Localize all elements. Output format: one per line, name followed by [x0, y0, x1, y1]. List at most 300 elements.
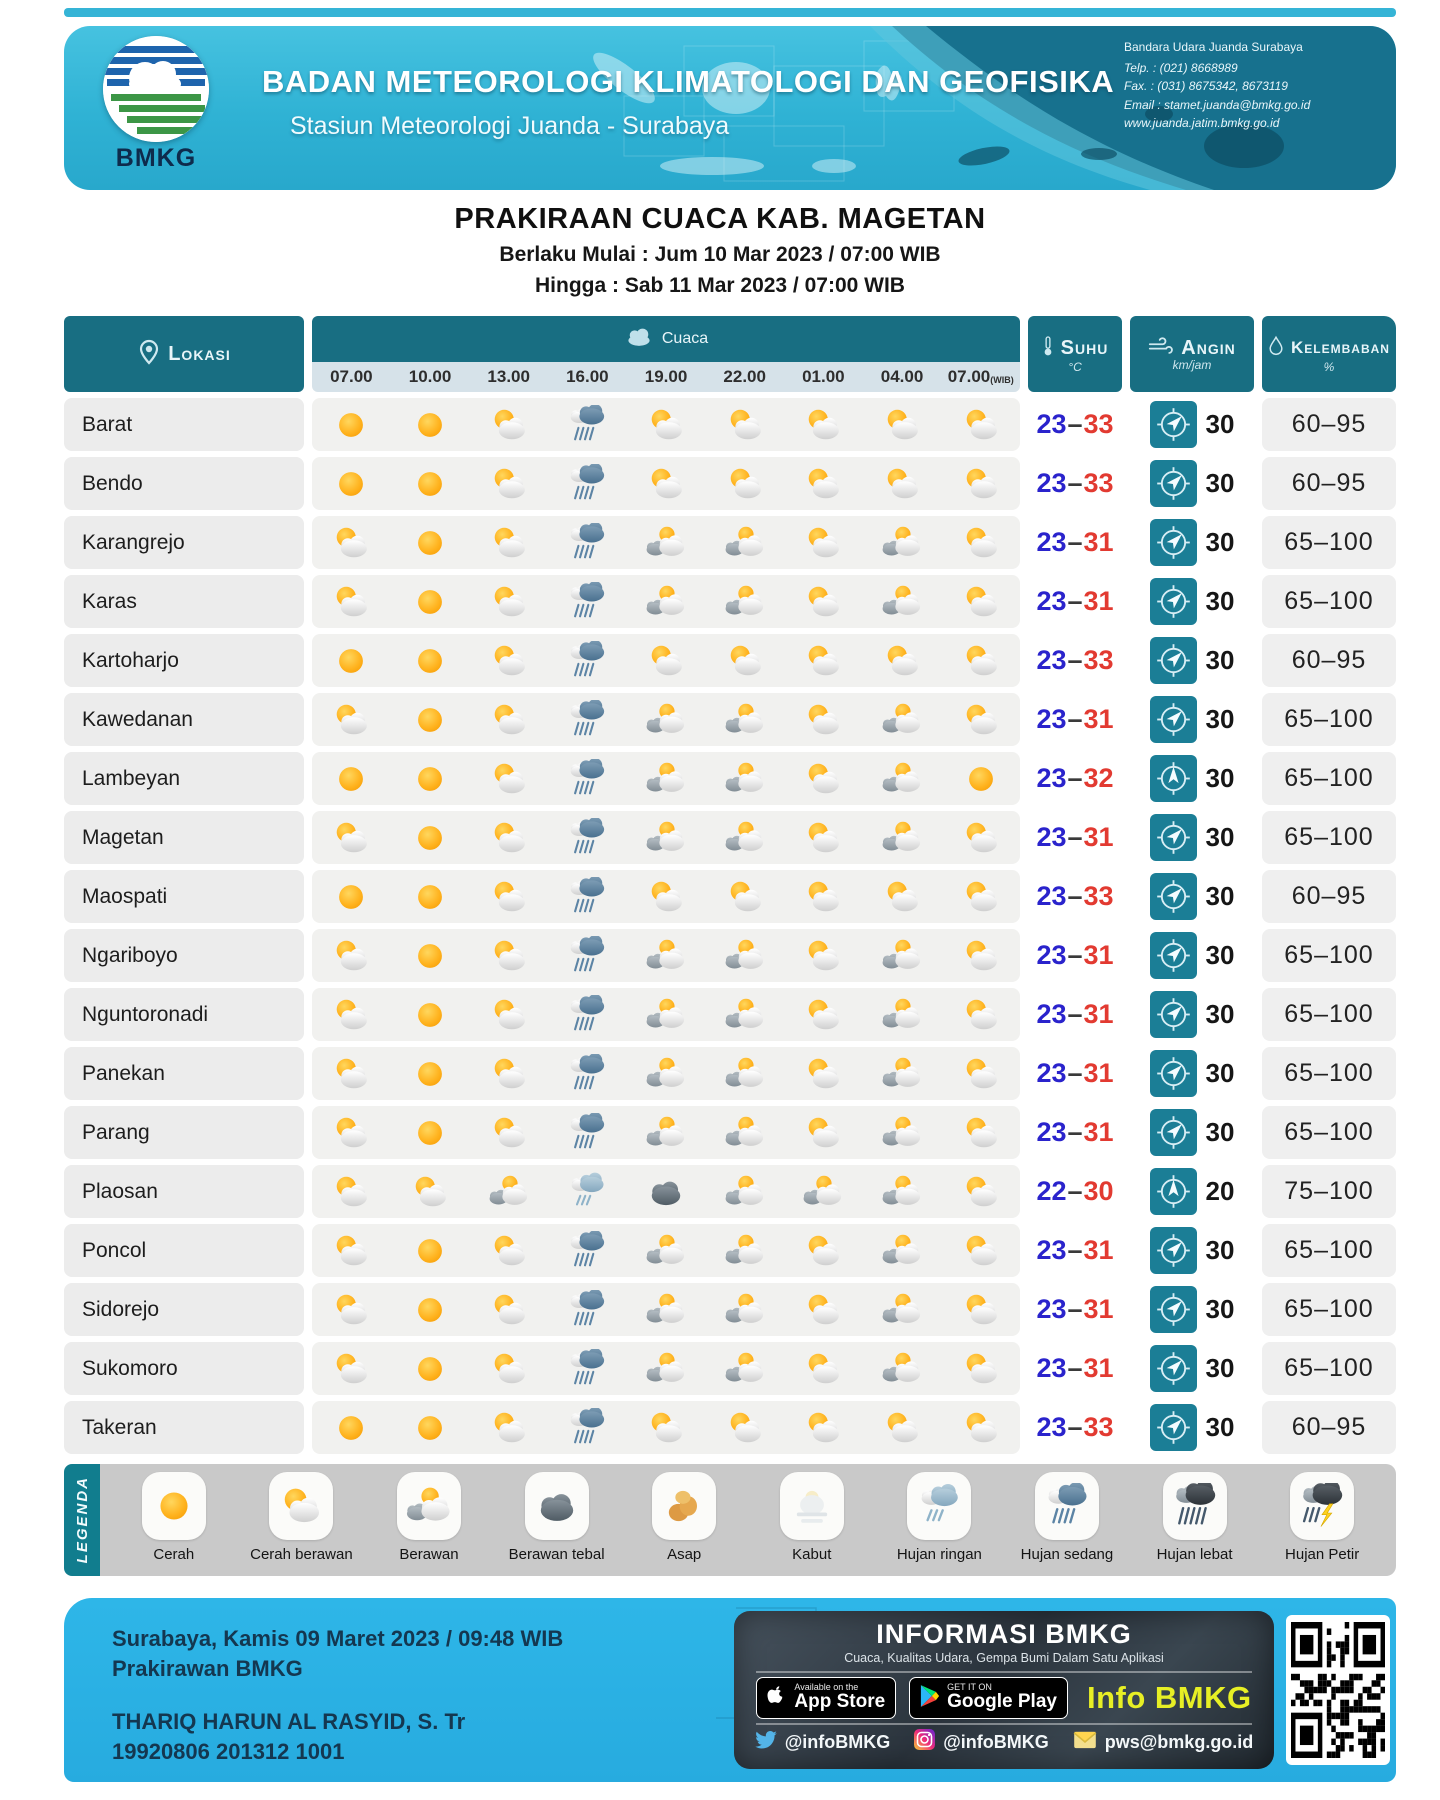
valid-from-line: Berlaku Mulai : Jum 10 Mar 2023 / 07:00 WIB	[499, 243, 941, 266]
location-name: Kawedanan	[64, 693, 304, 746]
weather-icon-cerah-berawan	[705, 870, 784, 923]
bmkg-logo-icon	[103, 36, 209, 142]
forecast-row	[64, 1342, 1396, 1395]
weather-icon-cerah-berawan	[941, 1401, 1020, 1454]
wind-speed: 30	[1205, 409, 1235, 439]
time-header: 07.00 (WIB)	[947, 367, 1014, 386]
legend-weather-icon-hujan-lebat	[1163, 1472, 1227, 1540]
wind-direction-compass-icon	[1150, 696, 1197, 743]
weather-icon-cerah-berawan	[312, 575, 391, 628]
legend-weather-icon-hujan-sedang	[1035, 1472, 1099, 1540]
column-header-cuaca: Cuaca 07.00 10.00 13.00 16.00 19.00 22.00 01.00 04.00 07.00 (WIB)	[312, 316, 1020, 392]
location-name: Nguntoronadi	[64, 988, 304, 1041]
time-header: 01.00	[802, 367, 845, 386]
wind-cell	[1130, 811, 1254, 864]
weather-icon-cerah	[391, 1224, 470, 1277]
legend-weather-icon-hujan-petir	[1290, 1472, 1354, 1540]
wind-speed: 30	[1205, 881, 1235, 911]
temp-min: 23	[1036, 1412, 1067, 1442]
time-header: 10.00	[408, 367, 452, 386]
weather-icon-berawan	[705, 1224, 784, 1277]
weather-icon-cerah-berawan	[705, 634, 784, 687]
weather-icon-cerah-berawan	[469, 634, 548, 687]
weather-icon-cerah-berawan	[784, 1401, 863, 1454]
weather-icon-cerah-berawan	[784, 752, 863, 805]
weather-icon-cerah-berawan	[784, 457, 863, 510]
weather-icon-cerah-berawan	[312, 516, 391, 569]
weather-icon-berawan	[705, 1047, 784, 1100]
location-name: Magetan	[64, 811, 304, 864]
forecaster-name: THARIQ HARUN AL RASYID, S. Tr	[112, 1709, 466, 1735]
forecast-row	[64, 516, 1396, 569]
wind-direction-compass-icon	[1150, 401, 1197, 448]
wind-icon	[1148, 337, 1174, 360]
footer-signature	[112, 1624, 563, 1767]
legend-weather-icon-berawan	[397, 1472, 461, 1540]
wind-speed: 30	[1205, 1294, 1235, 1324]
wind-cell	[1130, 634, 1254, 687]
twitter-handle[interactable]: @infoBMKG	[755, 1731, 891, 1754]
weather-icon-cerah-berawan	[784, 1047, 863, 1100]
weather-icon-cerah-berawan	[469, 693, 548, 746]
bmkg-logo	[98, 36, 214, 173]
weather-icon-cerah-berawan	[469, 870, 548, 923]
weather-icon-berawan	[627, 1283, 706, 1336]
weather-icon-hujan-ringan	[548, 1165, 627, 1218]
weather-icon-berawan	[705, 1165, 784, 1218]
location-name: Parang	[64, 1106, 304, 1159]
weather-icon-berawan	[863, 693, 942, 746]
legend-label: Hujan Petir	[1285, 1546, 1360, 1563]
weather-icon-hujan-sedang	[548, 752, 627, 805]
valid-until-line: Hingga : Sab 11 Mar 2023 / 07:00 WIB	[535, 274, 905, 297]
wind-direction-compass-icon	[1150, 1345, 1197, 1392]
temp-min: 23	[1036, 1353, 1067, 1383]
weather-strip	[312, 870, 1020, 923]
informasi-bmkg-panel	[734, 1611, 1274, 1769]
weather-icon-cerah	[391, 516, 470, 569]
contact-info	[1124, 38, 1380, 133]
wind-speed: 30	[1205, 586, 1235, 616]
appstore-badge[interactable]: Available on the App Store	[756, 1677, 896, 1719]
weather-icon-cerah	[312, 457, 391, 510]
time-header-row	[312, 362, 1020, 392]
wind-direction-compass-icon	[1150, 991, 1197, 1038]
temp-max: 31	[1083, 1294, 1114, 1324]
weather-icon-hujan-sedang	[548, 811, 627, 864]
legend-label: Berawan tebal	[508, 1546, 605, 1563]
weather-strip	[312, 1106, 1020, 1159]
legend-item	[242, 1472, 360, 1563]
forecaster-nip: 19920806 201312 1001	[112, 1739, 345, 1765]
org-name: BADAN METEOROLOGI KLIMATOLOGI DAN GEOFISIKA	[262, 64, 1115, 99]
temp-max: 31	[1083, 586, 1114, 616]
temp-min: 23	[1036, 1294, 1067, 1324]
wind-direction-compass-icon	[1150, 519, 1197, 566]
forecast-row	[64, 1047, 1396, 1100]
weather-icon-cerah-berawan	[863, 1401, 942, 1454]
temperature-range: 23 – 31	[1028, 575, 1122, 628]
temp-min: 22	[1036, 1176, 1067, 1206]
legend-item	[880, 1472, 998, 1563]
location-name: Kartoharjo	[64, 634, 304, 687]
location-name: Maospati	[64, 870, 304, 923]
weather-icon-berawan	[784, 1165, 863, 1218]
weather-icon-hujan-sedang	[548, 457, 627, 510]
weather-icon-cerah-berawan	[941, 1165, 1020, 1218]
contact-phone: Telp. : (021) 8668989	[1124, 60, 1238, 75]
wind-cell	[1130, 988, 1254, 1041]
weather-icon-cerah	[391, 1106, 470, 1159]
humidity-range: 65–100	[1262, 811, 1396, 864]
weather-icon-cerah	[391, 693, 470, 746]
weather-icon-cerah-berawan	[784, 693, 863, 746]
temperature-range: 22 – 30	[1028, 1165, 1122, 1218]
forecast-row	[64, 575, 1396, 628]
weather-icon-berawan	[863, 1047, 942, 1100]
forecast-row	[64, 693, 1396, 746]
weather-icon-hujan-sedang	[548, 1106, 627, 1159]
weather-icon-hujan-sedang	[548, 634, 627, 687]
temp-max: 31	[1083, 1353, 1114, 1383]
weather-strip	[312, 693, 1020, 746]
weather-icon-berawan	[863, 1283, 942, 1336]
temp-max: 33	[1083, 409, 1114, 439]
divider-bottom	[756, 1723, 1252, 1725]
header-banner	[64, 26, 1396, 190]
googleplay-icon	[920, 1685, 940, 1712]
divider-top	[756, 1671, 1252, 1673]
temperature-range: 23 – 33	[1028, 634, 1122, 687]
temperature-range: 23 – 33	[1028, 457, 1122, 510]
humidity-range: 65–100	[1262, 693, 1396, 746]
forecast-row	[64, 398, 1396, 451]
weather-strip	[312, 457, 1020, 510]
legend-weather-icon-berawan-tebal	[525, 1472, 589, 1540]
wind-cell	[1130, 1106, 1254, 1159]
legend-label: Cerah berawan	[250, 1546, 353, 1563]
location-name: Plaosan	[64, 1165, 304, 1218]
weather-strip	[312, 575, 1020, 628]
time-header: 19.00	[644, 367, 688, 386]
temp-max: 31	[1083, 527, 1114, 557]
googleplay-badge[interactable]: GET IT ON Google Play	[909, 1677, 1068, 1719]
column-header-angin: Angin km/jam	[1130, 316, 1254, 392]
weather-icon-cerah	[391, 1283, 470, 1336]
legend-label: Cerah	[153, 1546, 195, 1563]
humidity-range: 65–100	[1262, 1106, 1396, 1159]
table-body	[64, 398, 1396, 1454]
weather-icon-hujan-sedang	[548, 1283, 627, 1336]
wind-direction-compass-icon	[1150, 1404, 1197, 1451]
weather-icon-cerah-berawan	[627, 457, 706, 510]
wind-speed: 30	[1205, 1353, 1235, 1383]
weather-icon-cerah-berawan	[784, 870, 863, 923]
temp-max: 31	[1083, 940, 1114, 970]
forecast-row	[64, 1165, 1396, 1218]
location-name: Ngariboyo	[64, 929, 304, 982]
cloud-icon	[624, 327, 654, 352]
weather-icon-berawan	[863, 1165, 942, 1218]
temp-max: 31	[1083, 704, 1114, 734]
temperature-range: 23 – 31	[1028, 1224, 1122, 1277]
wind-direction-compass-icon	[1150, 932, 1197, 979]
weather-icon-cerah	[312, 870, 391, 923]
temp-max: 33	[1083, 881, 1114, 911]
weather-icon-cerah-berawan	[941, 693, 1020, 746]
wind-cell	[1130, 1283, 1254, 1336]
weather-icon-cerah	[391, 575, 470, 628]
temperature-range: 23 – 33	[1028, 870, 1122, 923]
weather-strip	[312, 1342, 1020, 1395]
weather-icon-berawan	[627, 1224, 706, 1277]
wind-speed: 30	[1205, 763, 1235, 793]
contact-email: Email : stamet.juanda@bmkg.go.id	[1124, 97, 1311, 112]
location-name: Barat	[64, 398, 304, 451]
column-header-suhu: Suhu °C	[1028, 316, 1122, 392]
weather-icon-berawan	[705, 1342, 784, 1395]
wind-speed: 30	[1205, 527, 1235, 557]
weather-icon-cerah	[312, 1401, 391, 1454]
time-header: 07.00	[330, 367, 373, 386]
weather-icon-cerah-berawan	[941, 398, 1020, 451]
humidity-range: 60–95	[1262, 1401, 1396, 1454]
wind-direction-compass-icon	[1150, 578, 1197, 625]
weather-icon-hujan-sedang	[548, 575, 627, 628]
weather-icon-cerah	[312, 752, 391, 805]
weather-icon-cerah-berawan	[312, 811, 391, 864]
weather-icon-cerah-berawan	[863, 457, 942, 510]
top-accent-bar	[64, 8, 1396, 17]
legend-label: Hujan sedang	[1020, 1546, 1114, 1563]
weather-icon-cerah-berawan	[312, 1165, 391, 1218]
weather-strip	[312, 398, 1020, 451]
location-name: Karas	[64, 575, 304, 628]
temp-min: 23	[1036, 822, 1067, 852]
weather-icon-berawan	[863, 929, 942, 982]
temperature-range: 23 – 32	[1028, 752, 1122, 805]
forecaster-role: Prakirawan BMKG	[112, 1655, 303, 1681]
table-header	[64, 316, 1396, 392]
wind-direction-compass-icon	[1150, 873, 1197, 920]
temp-min: 23	[1036, 999, 1067, 1029]
location-name: Sukomoro	[64, 1342, 304, 1395]
wind-speed: 30	[1205, 645, 1235, 675]
forecast-row	[64, 870, 1396, 923]
wind-cell	[1130, 1047, 1254, 1100]
thermometer-icon	[1042, 335, 1054, 362]
legend-weather-icon-cerah-berawan	[269, 1472, 333, 1540]
weather-icon-cerah-berawan	[627, 870, 706, 923]
weather-icon-cerah-berawan	[469, 457, 548, 510]
legend-item	[1008, 1472, 1126, 1563]
weather-icon-cerah-berawan	[784, 398, 863, 451]
weather-icon-berawan	[705, 929, 784, 982]
weather-icon-berawan	[705, 516, 784, 569]
weather-icon-cerah	[391, 1342, 470, 1395]
location-name: Lambeyan	[64, 752, 304, 805]
weather-icon-cerah-berawan	[941, 929, 1020, 982]
weather-icon-cerah-berawan	[784, 1283, 863, 1336]
weather-icon-cerah-berawan	[627, 398, 706, 451]
contact-website: www.juanda.jatim.bmkg.go.id	[1124, 116, 1280, 131]
temp-min: 23	[1036, 586, 1067, 616]
temperature-range: 23 – 33	[1028, 1401, 1122, 1454]
location-name: Takeran	[64, 1401, 304, 1454]
wind-cell	[1130, 870, 1254, 923]
forecast-row	[64, 1401, 1396, 1454]
weather-strip	[312, 1165, 1020, 1218]
weather-icon-cerah-berawan	[784, 1342, 863, 1395]
location-name: Bendo	[64, 457, 304, 510]
temperature-range: 23 – 31	[1028, 516, 1122, 569]
forecast-row	[64, 1283, 1396, 1336]
temp-max: 31	[1083, 822, 1114, 852]
temp-max: 31	[1083, 1235, 1114, 1265]
temp-max: 33	[1083, 468, 1114, 498]
weather-icon-cerah-berawan	[312, 1106, 391, 1159]
wind-speed: 20	[1205, 1176, 1235, 1206]
weather-icon-berawan	[705, 752, 784, 805]
wind-speed: 30	[1205, 940, 1235, 970]
wind-speed: 30	[1205, 1117, 1235, 1147]
temp-min: 23	[1036, 645, 1067, 675]
legend-item	[1263, 1472, 1381, 1563]
forecast-row	[64, 811, 1396, 864]
humidity-range: 65–100	[1262, 1047, 1396, 1100]
weather-icon-cerah-berawan	[469, 1283, 548, 1336]
weather-icon-cerah-berawan	[784, 575, 863, 628]
weather-icon-cerah-berawan	[705, 457, 784, 510]
temp-min: 23	[1036, 1235, 1067, 1265]
legend-label: Hujan ringan	[896, 1546, 982, 1563]
info-panel-title: INFORMASI BMKG	[876, 1619, 1132, 1649]
wind-speed: 30	[1205, 468, 1235, 498]
weather-icon-cerah-berawan	[312, 929, 391, 982]
humidity-range: 60–95	[1262, 634, 1396, 687]
time-header: 04.00	[880, 367, 924, 386]
time-header: 22.00	[723, 367, 766, 386]
weather-icon-berawan	[627, 752, 706, 805]
app-badges	[734, 1677, 1274, 1719]
weather-icon-cerah-berawan	[941, 1106, 1020, 1159]
wind-cell	[1130, 1165, 1254, 1218]
weather-icon-cerah-berawan	[312, 693, 391, 746]
weather-icon-berawan	[627, 1106, 706, 1159]
wind-cell	[1130, 398, 1254, 451]
weather-strip	[312, 811, 1020, 864]
weather-icon-hujan-sedang	[548, 693, 627, 746]
wind-direction-compass-icon	[1150, 460, 1197, 507]
temperature-range: 23 – 31	[1028, 693, 1122, 746]
weather-icon-cerah-berawan	[469, 929, 548, 982]
humidity-range: 65–100	[1262, 752, 1396, 805]
bmkg-logo-text: BMKG	[115, 144, 197, 172]
forecast-row	[64, 457, 1396, 510]
temp-min: 23	[1036, 940, 1067, 970]
email-contact[interactable]: pws@bmkg.go.id	[1073, 1731, 1254, 1754]
weather-icon-cerah-berawan	[469, 752, 548, 805]
weather-icon-hujan-sedang	[548, 870, 627, 923]
temp-min: 23	[1036, 1058, 1067, 1088]
weather-icon-cerah-berawan	[941, 457, 1020, 510]
weather-icon-cerah-berawan	[784, 811, 863, 864]
weather-icon-cerah-berawan	[469, 516, 548, 569]
weather-strip	[312, 988, 1020, 1041]
weather-icon-cerah-berawan	[627, 634, 706, 687]
legend-label: Hujan lebat	[1156, 1546, 1233, 1563]
weather-icon-hujan-sedang	[548, 929, 627, 982]
weather-icon-cerah-berawan	[391, 1165, 470, 1218]
weather-icon-berawan	[627, 516, 706, 569]
wind-cell	[1130, 516, 1254, 569]
weather-icon-berawan	[705, 1106, 784, 1159]
weather-icon-berawan	[705, 575, 784, 628]
wind-speed: 30	[1205, 1235, 1235, 1265]
legend-item	[498, 1472, 616, 1563]
weather-icon-berawan	[863, 575, 942, 628]
wind-cell	[1130, 457, 1254, 510]
instagram-handle[interactable]: @infoBMKG	[914, 1729, 1049, 1755]
weather-icon-cerah-berawan	[941, 870, 1020, 923]
weather-icon-cerah	[391, 988, 470, 1041]
wind-cell	[1130, 693, 1254, 746]
wind-direction-compass-icon	[1150, 1286, 1197, 1333]
forecast-row	[64, 988, 1396, 1041]
weather-icon-cerah-berawan	[784, 516, 863, 569]
weather-icon-cerah	[312, 398, 391, 451]
legend-label: Berawan	[399, 1546, 459, 1563]
weather-icon-cerah-berawan	[312, 1047, 391, 1100]
weather-icon-berawan	[627, 693, 706, 746]
page-title: PRAKIRAAN CUACA KAB. MAGETAN	[454, 203, 986, 235]
weather-icon-hujan-sedang	[548, 988, 627, 1041]
weather-icon-berawan	[627, 1047, 706, 1100]
legend-weather-icon-cerah	[142, 1472, 206, 1540]
temperature-range: 23 – 33	[1028, 398, 1122, 451]
weather-icon-cerah-berawan	[941, 988, 1020, 1041]
wind-cell	[1130, 575, 1254, 628]
legend-label: Asap	[667, 1546, 702, 1563]
weather-icon-cerah-berawan	[941, 1342, 1020, 1395]
wind-direction-compass-icon	[1150, 1050, 1197, 1097]
column-header-kelembaban: Kelembaban %	[1262, 316, 1396, 392]
weather-strip	[312, 516, 1020, 569]
weather-icon-cerah-berawan	[863, 634, 942, 687]
weather-icon-cerah-berawan	[941, 811, 1020, 864]
weather-icon-berawan	[705, 693, 784, 746]
temp-min: 23	[1036, 704, 1067, 734]
humidity-range: 65–100	[1262, 988, 1396, 1041]
weather-icon-cerah-berawan	[469, 1047, 548, 1100]
weather-icon-cerah-berawan	[312, 988, 391, 1041]
weather-icon-cerah-berawan	[469, 1224, 548, 1277]
location-pin-icon	[137, 339, 161, 370]
weather-strip	[312, 1401, 1020, 1454]
weather-icon-cerah-berawan	[784, 1224, 863, 1277]
location-name: Karangrejo	[64, 516, 304, 569]
weather-icon-cerah	[312, 634, 391, 687]
humidity-range: 75–100	[1262, 1165, 1396, 1218]
weather-icon-hujan-sedang	[548, 1401, 627, 1454]
humidity-range: 60–95	[1262, 457, 1396, 510]
wind-cell	[1130, 1401, 1254, 1454]
forecast-row	[64, 634, 1396, 687]
temp-max: 33	[1083, 1412, 1114, 1442]
weather-icon-cerah	[391, 870, 470, 923]
weather-icon-cerah-berawan	[469, 988, 548, 1041]
temp-min: 23	[1036, 1117, 1067, 1147]
